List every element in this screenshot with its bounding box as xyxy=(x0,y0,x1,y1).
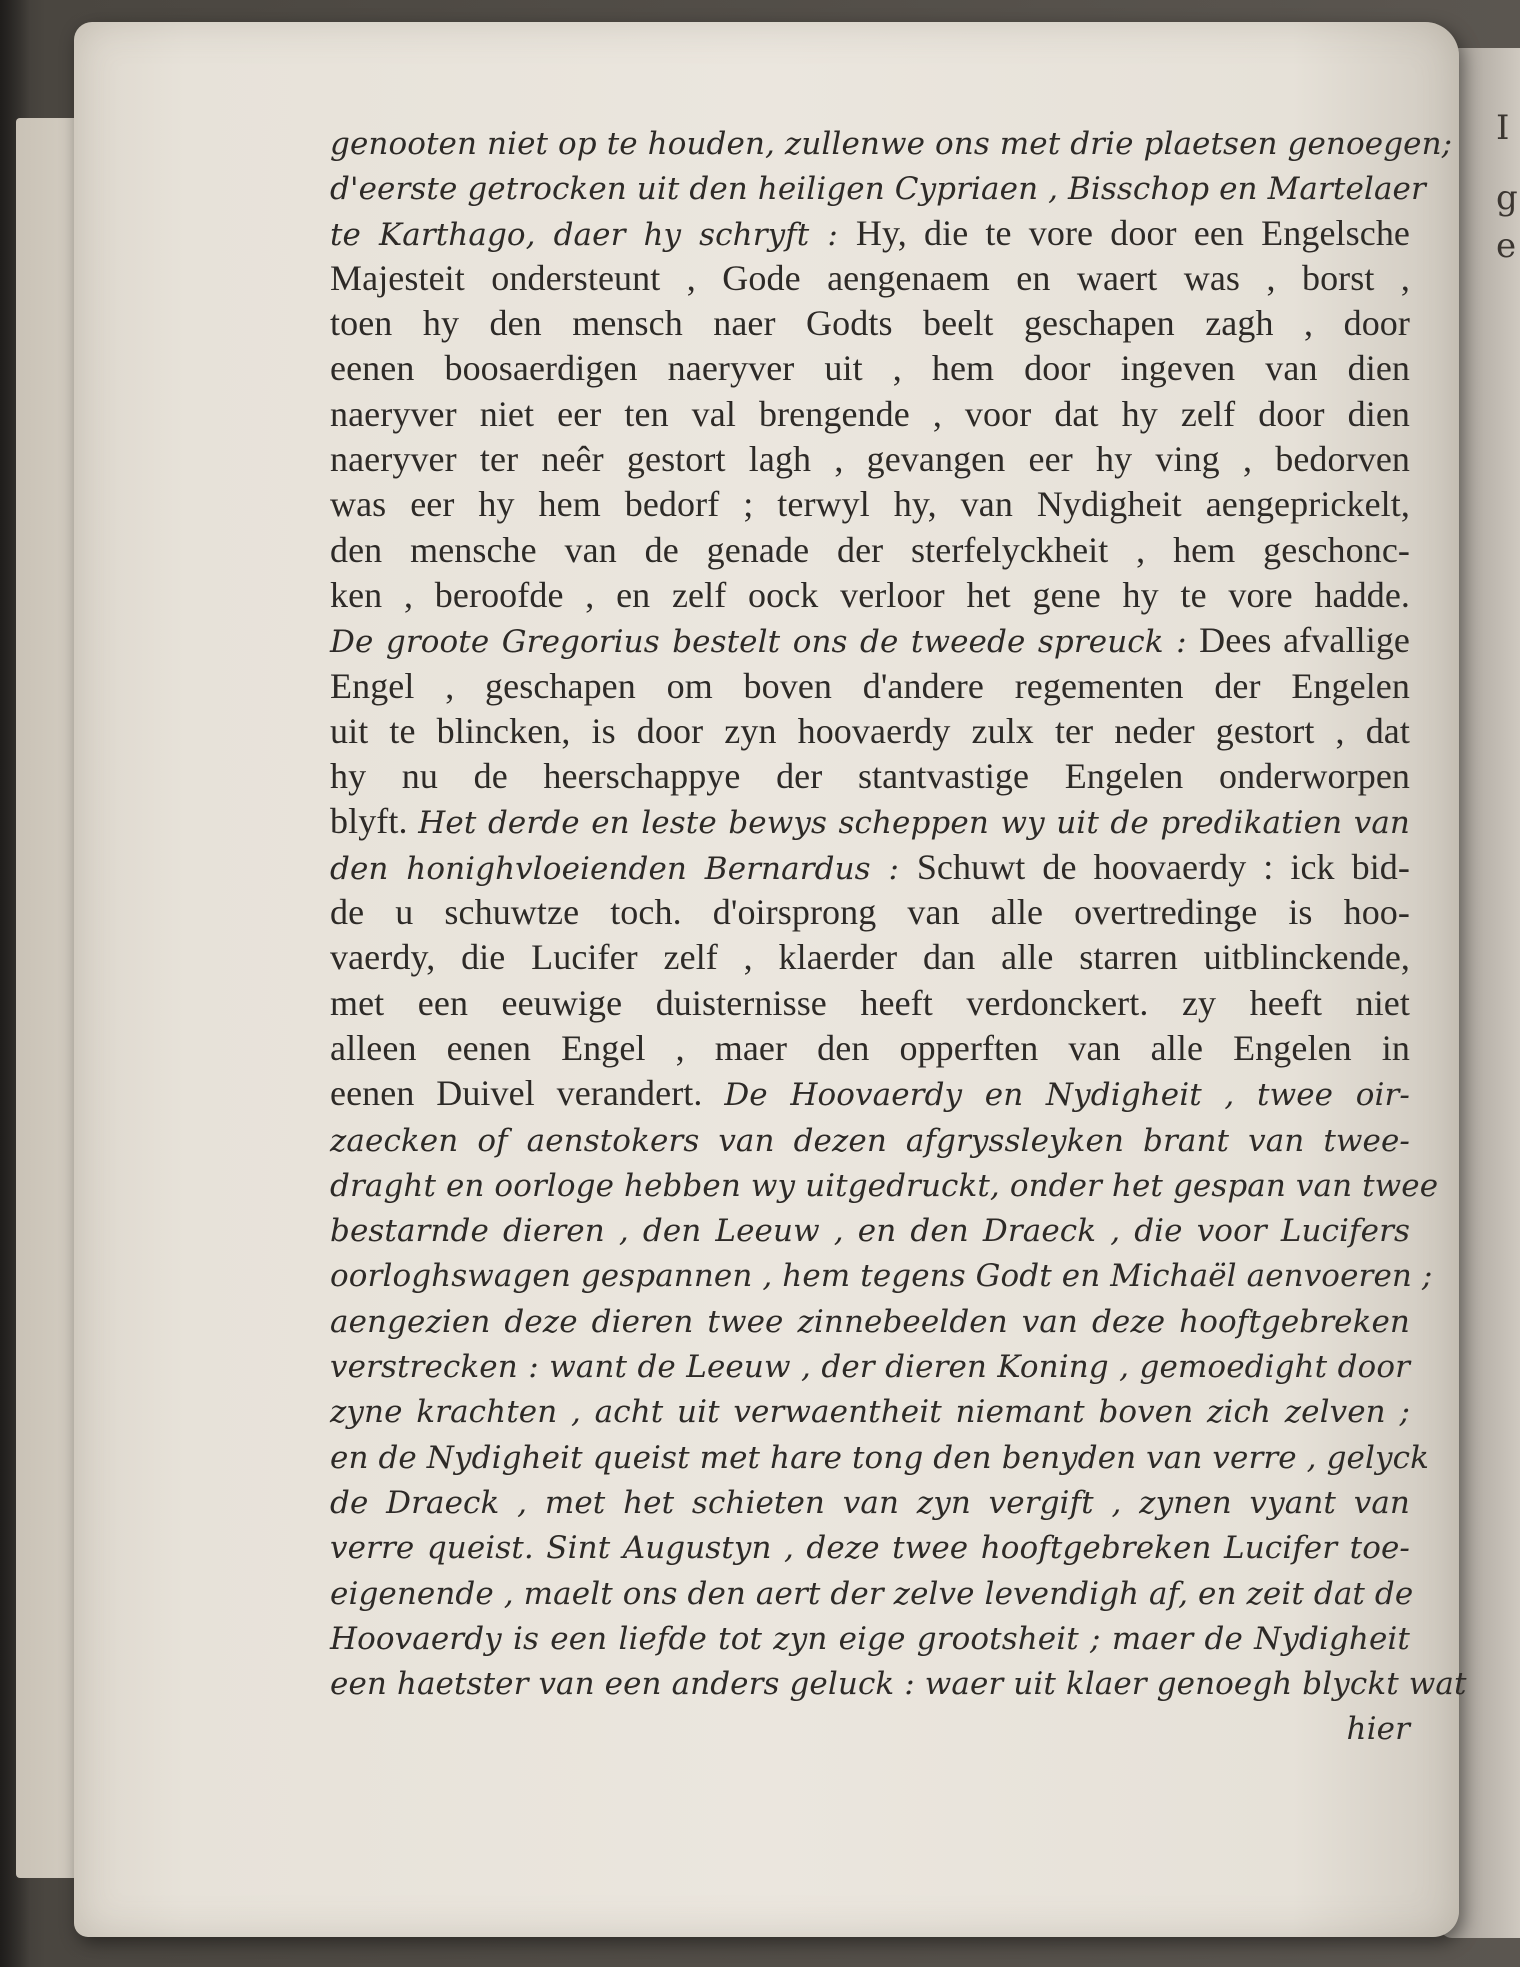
roman-text-segment: ken , beroofde , en zelf oock verloor het gene hy te vore hadde. xyxy=(330,574,1410,615)
italic-text-segment: oorloghswagen gespannen , hem tegens Godt en Michaël aenvoeren ; xyxy=(330,1258,1433,1295)
text-line xyxy=(330,346,1410,391)
italic-text-segment: verre queist. Sint Augustyn , deze twee hooftgebreken Lucifer toe- xyxy=(330,1530,1410,1567)
roman-text-segment: naeryver ter neêr gestort lagh , gevangen eer hy ving , bedorven xyxy=(330,439,1410,480)
text-line xyxy=(330,211,1410,256)
text-line xyxy=(330,664,1410,709)
text-line xyxy=(330,392,1410,437)
text-line xyxy=(330,1026,1410,1071)
text-line xyxy=(330,256,1410,301)
text-line xyxy=(330,1162,1439,1207)
text-line xyxy=(330,1071,1410,1116)
text-line xyxy=(330,1615,1410,1660)
text-line xyxy=(330,1207,1410,1252)
text-line xyxy=(330,1343,1410,1388)
text-line xyxy=(330,799,1410,844)
italic-text-segment: Het derde en leste bewys scheppen wy uit de predikatien van xyxy=(418,805,1410,842)
text-line xyxy=(330,120,1453,165)
roman-text-segment: toen hy den mensch naer Godts beelt geschapen zagh , door xyxy=(330,303,1410,344)
text-line xyxy=(330,1570,1414,1615)
text-line xyxy=(330,528,1410,573)
italic-text-segment: De Hoovaerdy en Nydigheit , twee oir- xyxy=(724,1077,1411,1114)
text-line xyxy=(330,1252,1433,1297)
roman-text-segment: alleen eenen Engel , maer den opperften van alle Engelen in xyxy=(330,1027,1410,1068)
italic-text-segment: en de Nydigheit queist met hare tong den benyden van verre , gelyck xyxy=(330,1439,1429,1476)
italic-text-segment: bestarnde dieren , den Leeuw , en den Draeck , die voor Lucifers xyxy=(330,1213,1410,1250)
italic-text-segment: te Karthago, daer hy schryft : xyxy=(330,216,856,253)
roman-text-segment: Hy, die te vore door een Engelsche xyxy=(855,212,1411,253)
roman-text-segment: vaerdy, die Lucifer zelf , klaerder dan alle starren uitblinckende, xyxy=(330,937,1410,978)
text-line xyxy=(330,1388,1410,1433)
adjacent-page-glyph: e xyxy=(1496,226,1517,266)
text-line xyxy=(330,754,1410,799)
italic-text-segment: eigenende , maelt ons den aert der zelve levendigh af, en zeit dat de xyxy=(330,1575,1414,1612)
adjacent-page-glyph: g xyxy=(1496,178,1518,218)
roman-text-segment: eenen Duivel verandert. xyxy=(330,1073,725,1114)
text-line xyxy=(330,709,1410,754)
roman-text-segment: blyft. xyxy=(330,801,419,842)
text-line xyxy=(330,1705,1410,1750)
roman-text-segment: hy nu de heerschappye der stantvastige Engelen onderworpen xyxy=(330,756,1410,797)
text-line xyxy=(330,482,1410,527)
roman-text-segment: Majesteit ondersteunt , Gode aengenaem en waert was , borst , xyxy=(330,257,1410,298)
roman-text-segment: den mensche van de genade der sterfelyckheit , hem geschonc- xyxy=(330,529,1410,570)
italic-text-segment: een haetster van een anders geluck : waer uit klaer genoegh blyckt wat xyxy=(330,1666,1467,1703)
roman-text-segment: met een eeuwige duisternisse heeft verdonckert. zy heeft niet xyxy=(330,982,1410,1023)
text-line xyxy=(330,1660,1467,1705)
adjacent-page-glyph: I xyxy=(1496,108,1510,148)
text-line xyxy=(330,935,1410,980)
text-line xyxy=(330,437,1410,482)
italic-text-segment: den honighvloeienden Bernardus : xyxy=(330,850,917,887)
text-line xyxy=(330,1434,1429,1479)
italic-text-segment: aengezien deze dieren twee zinnebeelden van deze hooftgebreken xyxy=(330,1303,1410,1340)
roman-text-segment: was eer hy hem bedorf ; terwyl hy, van Nydigheit aengeprickelt, xyxy=(330,484,1410,525)
italic-text-segment: Hoovaerdy is een liefde tot zyn eige grootsheit ; maer de Nydigheit xyxy=(330,1620,1410,1657)
italic-text-segment: verstrecken : want de Leeuw , der dieren Koning , gemoedight door xyxy=(330,1349,1410,1386)
roman-text-segment: uit te blincken, is door zyn hoovaerdy zulx ter neder gestort , dat xyxy=(330,710,1410,751)
italic-text-segment: genooten niet op te houden, zullenwe ons met drie plaetsen genoegen; xyxy=(330,126,1453,162)
italic-text-segment: De groote Gregorius bestelt ons de tweede spreuck : xyxy=(330,624,1200,661)
text-line xyxy=(330,1479,1410,1524)
text-line xyxy=(330,618,1410,663)
roman-text-segment: eenen boosaerdigen naeryver uit , hem door ingeven van dien xyxy=(330,348,1410,389)
text-line xyxy=(330,1298,1410,1343)
text-line xyxy=(330,301,1410,346)
text-line xyxy=(330,981,1410,1026)
text-line xyxy=(330,165,1426,210)
text-line xyxy=(330,890,1410,935)
roman-text-segment: naeryver niet eer ten val brengende , voor dat hy zelf door dien xyxy=(330,393,1410,434)
italic-text-segment: hier xyxy=(1346,1711,1410,1748)
italic-text-segment: zaecken of aenstokers van dezen afgryssleyken brant van twee- xyxy=(330,1122,1410,1159)
text-line xyxy=(330,845,1410,890)
roman-text-segment: Engel , geschapen om boven d'andere regementen der Engelen xyxy=(330,665,1410,706)
text-line xyxy=(330,573,1410,618)
roman-text-segment: Schuwt de hoovaerdy : ick bid- xyxy=(916,846,1410,887)
italic-text-segment: d'eerste getrocken uit den heiligen Cypriaen , Bisschop en Martelaer xyxy=(330,171,1426,208)
page-text-block xyxy=(330,120,1467,1751)
roman-text-segment: Dees afvallige xyxy=(1199,620,1410,661)
roman-text-segment: de u schuwtze toch. d'oirsprong van alle overtredinge is hoo- xyxy=(330,892,1410,933)
italic-text-segment: de Draeck , met het schieten van zyn vergift , zynen vyant van xyxy=(330,1484,1410,1521)
italic-text-segment: draght en oorloge hebben wy uitgedruckt, onder het gespan van twee xyxy=(330,1167,1439,1204)
italic-text-segment: zyne krachten , acht uit verwaentheit niemant boven zich zelven ; xyxy=(330,1394,1410,1431)
text-line xyxy=(330,1117,1410,1162)
text-line xyxy=(330,1524,1410,1569)
